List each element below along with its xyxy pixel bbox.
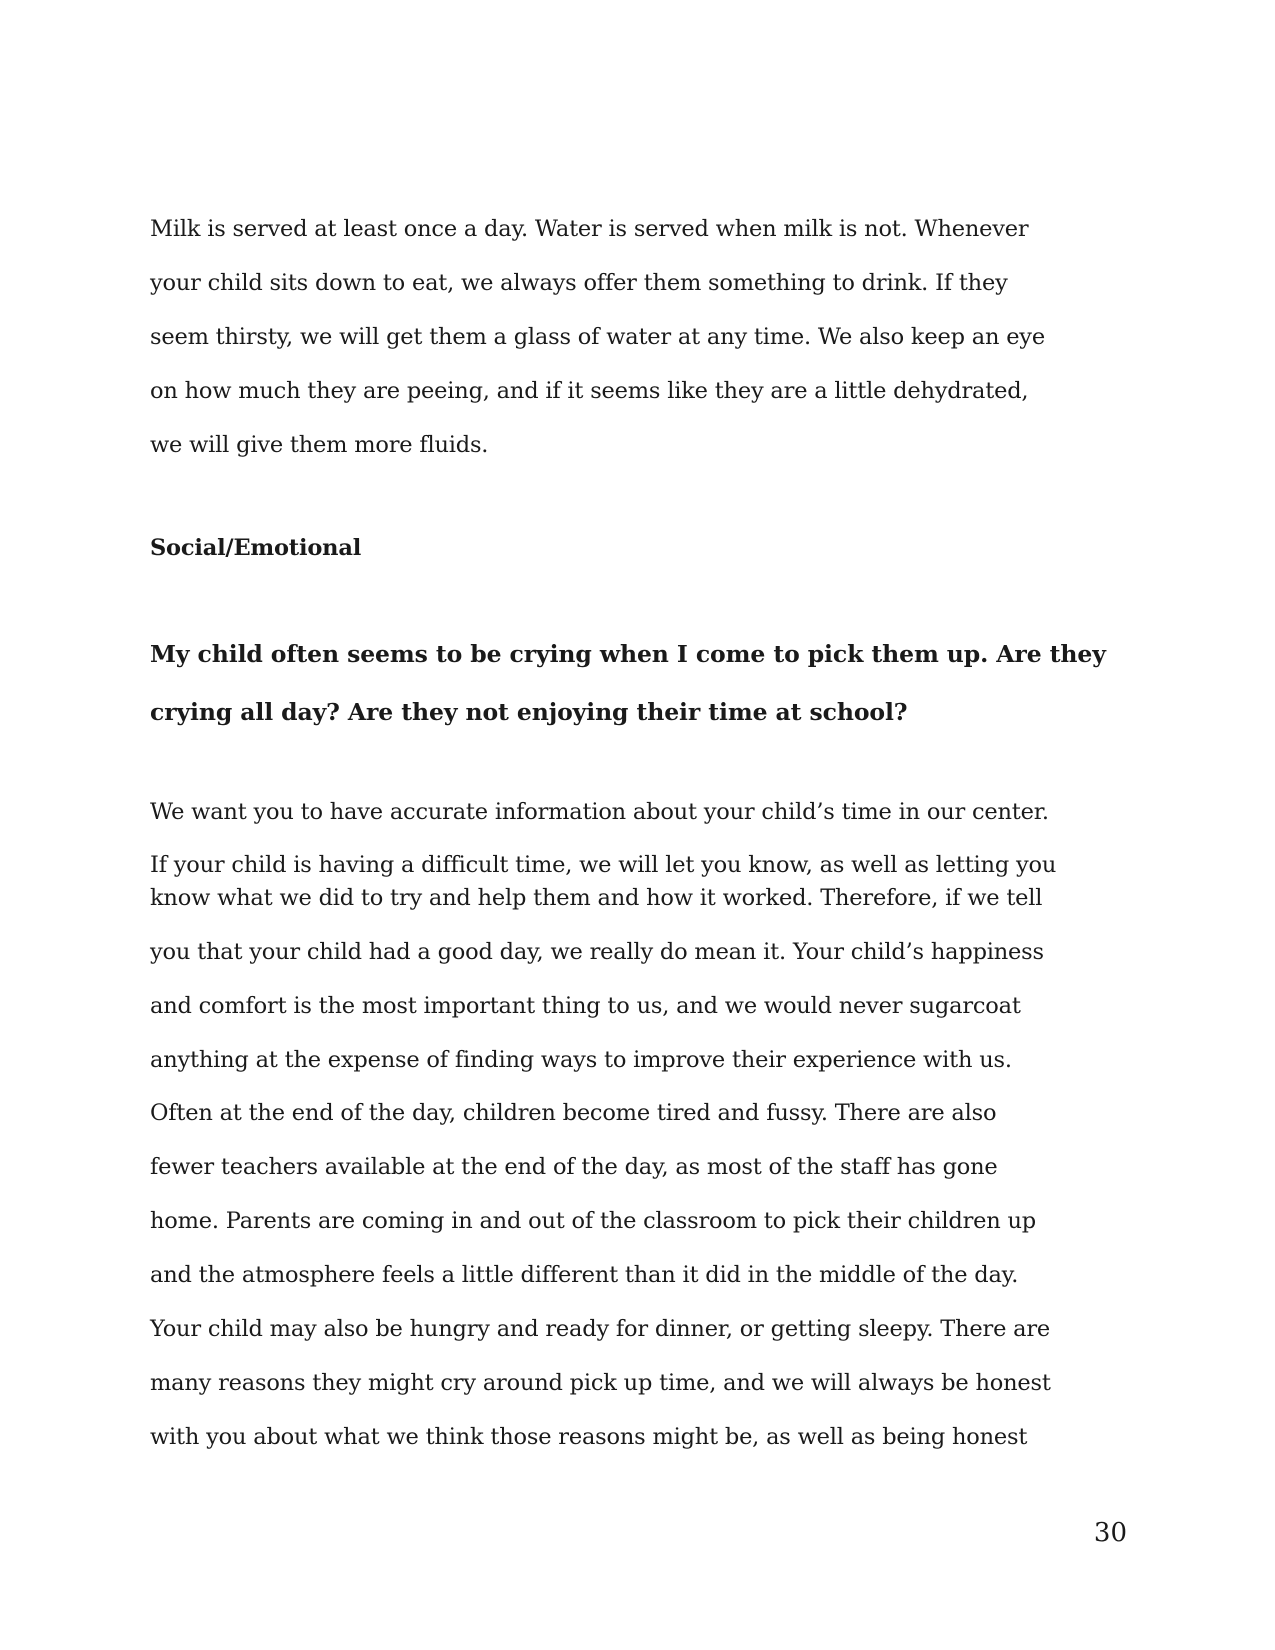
paragraph-1-line: on how much they are peeing, and if it seems like they are a little dehydrated, bbox=[150, 378, 1029, 404]
paragraph-1-line: your child sits down to eat, we always offer them something to drink. If they bbox=[150, 270, 1008, 296]
paragraph-2-line: with you about what we think those reasons might be, as well as being honest bbox=[150, 1424, 1028, 1450]
paragraph-1-line: seem thirsty, we will get them a glass of water at any time. We also keep an eye bbox=[150, 324, 1045, 350]
paragraph-2-line: Your child may also be hungry and ready for dinner, or getting sleepy. There are bbox=[150, 1316, 1051, 1342]
paragraph-2-line: Often at the end of the day, children become tired and fussy. There are also bbox=[150, 1100, 997, 1126]
question-heading-line: My child often seems to be crying when I come to pick them up. Are they bbox=[150, 640, 1106, 668]
paragraph-1-line: Milk is served at least once a day. Water is served when milk is not. Whenever bbox=[150, 216, 1029, 242]
paragraph-2-line: fewer teachers available at the end of the day, as most of the staff has gone bbox=[150, 1154, 998, 1180]
paragraph-2-line: home. Parents are coming in and out of the classroom to pick their children up bbox=[150, 1208, 1036, 1234]
paragraph-2-line: and the atmosphere feels a little different than it did in the middle of the day. bbox=[150, 1262, 1019, 1288]
paragraph-2-line: know what we did to try and help them and how it worked. Therefore, if we tell bbox=[150, 885, 1043, 911]
paragraph-1-line: we will give them more fluids. bbox=[150, 432, 489, 458]
paragraph-2-line: many reasons they might cry around pick up time, and we will always be honest bbox=[150, 1370, 1051, 1396]
paragraph-2-line: anything at the expense of finding ways to improve their experience with us. bbox=[150, 1047, 1012, 1073]
page-number: 30 bbox=[1093, 1518, 1127, 1548]
paragraph-2-line: We want you to have accurate information about your child’s time in our center. bbox=[150, 799, 1049, 825]
paragraph-2-line: you that your child had a good day, we really do mean it. Your child’s happiness bbox=[150, 939, 1044, 965]
section-heading: Social/Emotional bbox=[150, 535, 362, 561]
paragraph-2-line: and comfort is the most important thing to us, and we would never sugarcoat bbox=[150, 993, 1021, 1019]
question-heading-line: crying all day? Are they not enjoying their time at school? bbox=[150, 698, 908, 726]
paragraph-2-line: If your child is having a difficult time, we will let you know, as well as letting you bbox=[150, 852, 1057, 878]
